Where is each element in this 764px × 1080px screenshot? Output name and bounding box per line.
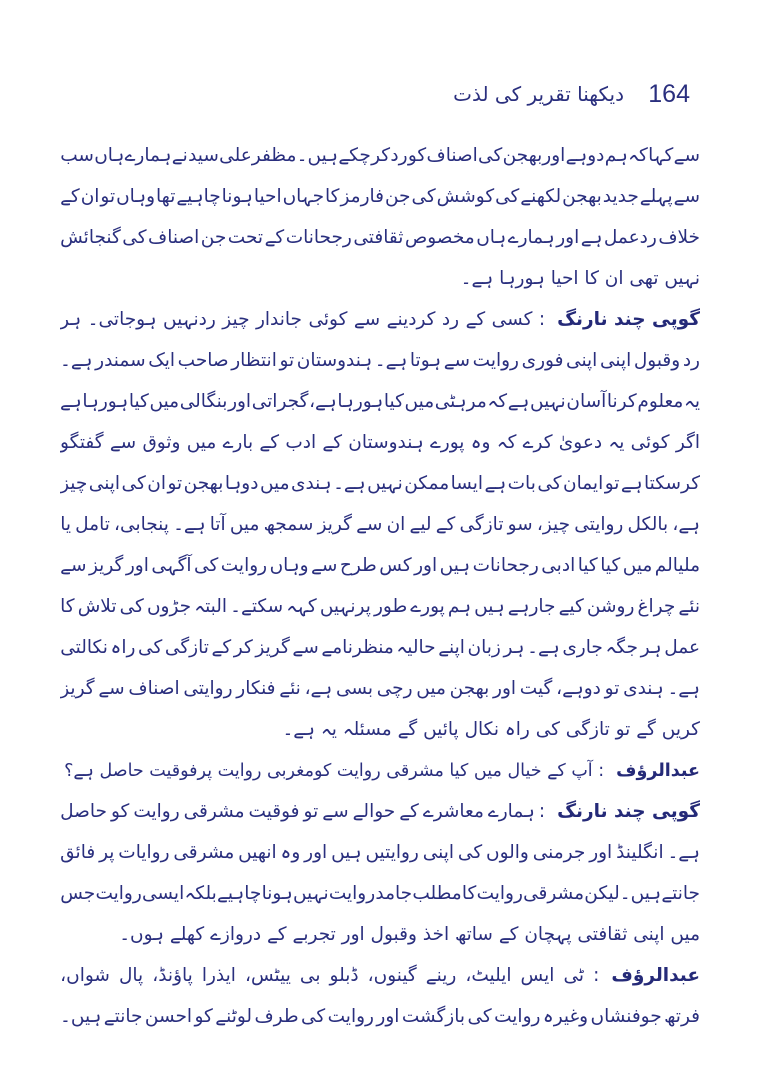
line-text: رد وقبول اپنی اپنی فوری روایت سے ہوتا ہے۔ ہندوستان تو انتظار صاحب ایک سمندر ہے۔	[60, 350, 700, 371]
line-text: سے کہا کہ ہم دوہے اوربھجن کی اصناف کو رد کر چکے ہیں۔ مظفرعلی سید نے ہمارے ہاں سب	[60, 145, 700, 166]
text-line	[60, 791, 700, 832]
text-line	[60, 463, 700, 504]
line-text: ہے، بالکل روایتی چیز، سو تازگی کے لیے ان سے گریز سمجھ میں آتا ہے۔ پنجابی، تامل یا	[60, 514, 700, 535]
text-line	[60, 668, 700, 709]
running-title: دیکھنا تقریر کی لذت	[453, 82, 624, 106]
line-text: نہیں تھی ان کا احیا ہورہا ہے۔	[460, 268, 700, 289]
text-line	[60, 627, 700, 668]
page-header	[390, 78, 690, 118]
speaker-name: گوپی چند نارنگ	[557, 309, 700, 330]
line-text: میں اپنی ثقافتی پہچان کے ساتھ اخذ وقبول اور تجربے کے دروازے کھلے ہوں۔	[119, 924, 700, 945]
line-text: خلاف ردعمل ہے اور ہمارے ہاں مخصوص ثقافتی رجحانات کے تحت جن اصناف کی گنجائش	[60, 227, 700, 248]
line-text: : ٹی ایس ایلیٹ، رینے گینوں، ڈبلو بی ییٹس، ایذرا پاؤنڈ، پال شواں،	[60, 965, 600, 986]
line-text: ملیالم میں کیا کیا ادبی رجحانات ہیں اور کس طرح سے وہاں روایت کی آگہی اور گریز سے	[60, 555, 700, 576]
line-text: یہ معلوم کرنا آسان نہیں ہے کہ مرہٹی میں کیا ہورہا ہے، گجراتی اور بنگالی میں کیا ہورہا ہے	[60, 391, 700, 412]
speaker-name: عبدالرؤف	[611, 965, 700, 986]
text-line	[60, 176, 700, 217]
text-line	[60, 299, 700, 340]
line-text: جانتے ہیں۔لیکن مشرقی روایت کا مطلب جامد روایت نہیں ہونا چاہیے بلکہ ایسی روایت جس	[60, 883, 700, 904]
line-text: ہے۔ انگلینڈ اور جرمنی والوں کی اپنی روایتیں ہیں اور وہ انھیں مشرقی روایات پر فائق	[60, 842, 700, 863]
line-text: ہے۔ ہندی تو دوہے، گیت اور بھجن میں رچی بسی ہے، نئے فنکار روایتی اصناف سے گریز	[60, 678, 700, 699]
line-text: نئے چراغ روشن کیے جارہے ہیں ہم پورے طور پرنہیں کہہ سکتے۔ البتہ جڑوں کی تلاش کا	[60, 596, 700, 617]
text-line	[60, 217, 700, 258]
page-number: 164	[648, 80, 690, 108]
line-text: فرتھ جوفنشاں وغیرہ روایت کی بازگشت اور روایت کی طرف لوٹنے کو احسن جانتے ہیں۔	[60, 1006, 700, 1027]
line-text: کریں گے تو تازگی کی راہ نکال پائیں گے مسئلہ یہ ہے۔	[282, 719, 700, 740]
text-line	[60, 750, 700, 791]
text-line	[60, 832, 700, 873]
line-text: کرسکتا ہے تو ایمان کی بات ہے ایسا ممکن نہیں ہے۔ ہندی میں دوہا بھجن تو ان کی اپنی چیز	[60, 473, 700, 494]
text-line	[60, 955, 700, 996]
text-line	[60, 422, 700, 463]
text-line	[60, 709, 700, 750]
text-line	[60, 996, 700, 1037]
text-line	[60, 914, 700, 955]
line-text: سے پہلے جدید بھجن لکھنے کی کوشش کی جن فارمز کا جہاں احیا ہونا چاہیے تھا وہاں تو ان کے	[60, 186, 700, 207]
line-text: : آپ کے خیال میں کیا مشرقی روایت کومغربی روایت پرفوقیت حاصل ہے؟	[64, 760, 605, 781]
page-body	[60, 135, 700, 1037]
speaker-name: گوپی چند نارنگ	[557, 801, 700, 822]
line-text: اگر کوئی یہ دعویٰ کرے کہ وہ پورے ہندوستان کے ادب کے بارے میں وثوق سے گفتگو	[60, 432, 700, 453]
text-line	[60, 586, 700, 627]
text-line	[60, 545, 700, 586]
speaker-name: عبدالرؤف	[616, 760, 700, 781]
line-text: عمل ہر جگہ جاری ہے۔ ہر زبان اپنے حالیہ منظرنامے سے گریز کر کے تازگی کی راہ نکالتی	[60, 637, 700, 658]
text-line	[60, 381, 700, 422]
text-line	[60, 135, 700, 176]
text-line	[60, 873, 700, 914]
text-line	[60, 258, 700, 299]
line-text: : ہمارے معاشرے کے حوالے سے تو فوقیت مشرقی روایت کو حاصل	[60, 801, 546, 822]
text-line	[60, 340, 700, 381]
text-line	[60, 504, 700, 545]
line-text: : کسی کے رد کردینے سے کوئی جاندار چیز ردنہیں ہوجاتی۔ ہر	[60, 309, 546, 330]
